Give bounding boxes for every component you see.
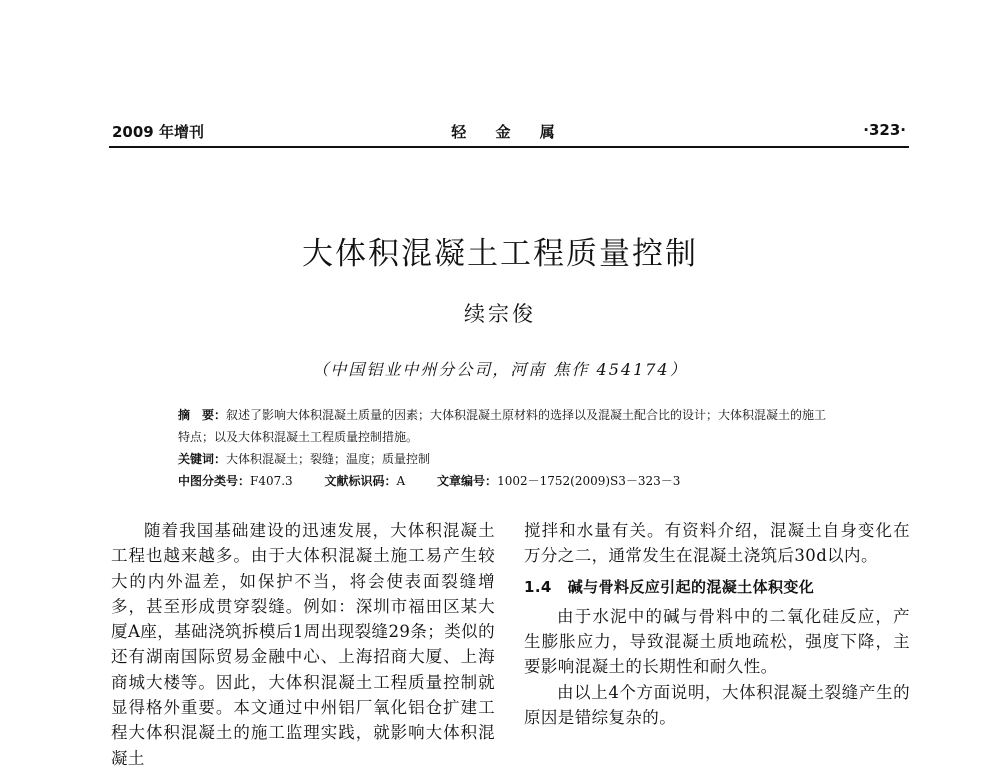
- article-number-value: 1002－1752(2009)S3－323－3: [497, 474, 681, 488]
- page-number: ·323·: [863, 121, 906, 139]
- keywords-label: 关键词：: [178, 452, 227, 466]
- article-title: 大体积混凝土工程质量控制: [302, 236, 698, 272]
- clc-label: 中图分类号：: [178, 474, 251, 488]
- author-affiliation: （中国铝业中州分公司，河南 焦作 454174）: [312, 360, 688, 379]
- running-head: [112, 121, 906, 145]
- section-number: 1.4: [524, 577, 552, 596]
- keywords-text: 大体积混凝土；裂缝；温度；质量控制: [226, 452, 431, 466]
- body-column-right: [524, 518, 910, 730]
- abstract-text: 叙述了影响大体积混凝土质量的因素；大体积混凝土原材料的选择以及混凝土配合比的设计；大体积混凝土的施工特点；以及大体积混凝土工程质量控制措施。: [178, 408, 827, 444]
- body-paragraph: 搅拌和水量有关。有资料介绍，混凝土自身变化在万分之二，通常发生在混凝土浇筑后30d以内。: [524, 521, 910, 566]
- keywords: [178, 448, 838, 470]
- body-paragraph: 由于水泥中的碱与骨料中的二氧化硅反应，产生膨胀应力，导致混凝土质地疏松，强度下降，主要影响混凝土的长期性和耐久性。: [524, 606, 910, 677]
- header-rule: [109, 146, 909, 148]
- body-column-left: [111, 518, 495, 771]
- abstract: [178, 404, 838, 448]
- doc-code-value: A: [396, 474, 406, 488]
- section-heading: [524, 575, 910, 600]
- article-number-label: 文章编号：: [437, 474, 498, 488]
- body-paragraph: 由以上4个方面说明，大体积混凝土裂缝产生的原因是错综复杂的。: [524, 682, 910, 728]
- author-name: 续宗俊: [464, 302, 536, 326]
- section-title: 碱与骨料反应引起的混凝土体积变化: [567, 577, 815, 596]
- abstract-label: 摘 要：: [178, 408, 227, 422]
- issue-label: 2009 年增刊: [112, 123, 204, 141]
- journal-name: 轻 金 属: [451, 123, 567, 141]
- classification-line: [178, 470, 838, 492]
- clc-value: F407.3: [250, 474, 293, 488]
- doc-code-label: 文献标识码：: [324, 474, 397, 488]
- body-paragraph: 随着我国基础建设的迅速发展，大体积混凝土工程也越来越多。由于大体积混凝土施工易产生较大的内外温差，如保护不当，将会使表面裂缝增多，甚至形成贯穿裂缝。例如：深圳市福田区某大厦A座，基础浇筑拆模后1周出现裂缝29条；类似的还有湖南国际贸易金融中心、上海招商大厦、上海商城大楼等。因此，大体积混凝土工程质量控制就显得格外重要。本文通过中州铝厂氧化铝仓扩建工程大体积混凝土的施工监理实践，就影响大体积混凝土: [111, 521, 495, 768]
